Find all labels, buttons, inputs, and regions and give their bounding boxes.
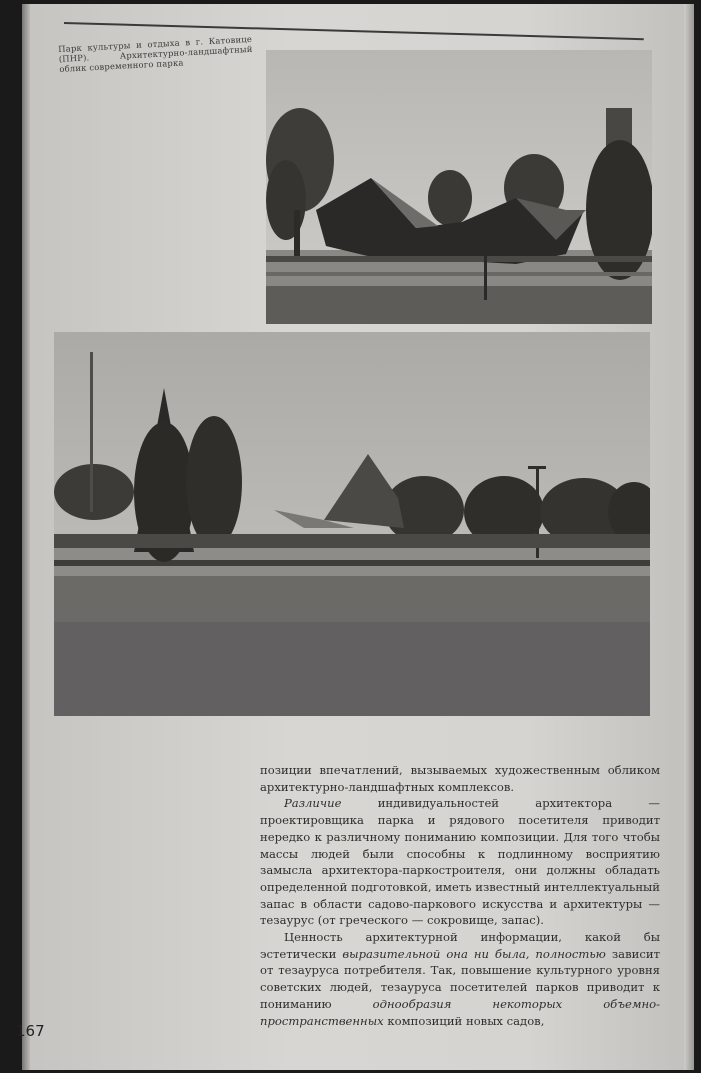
book-page bbox=[22, 4, 694, 1070]
paragraph-3-text-b: зависит от тезауруса потребителя. Так, повышение культурного уровня советских людей, тезауруса посетителей парков приводит к пониманию bbox=[260, 946, 660, 1011]
paragraph-3 bbox=[260, 929, 660, 1029]
top-rule bbox=[64, 22, 644, 40]
paragraph-2-text: индивидуальностей архитектора — проектировщика парка и рядового посетителя приводит нередко к различному пониманию композиции. Для того чтобы массы людей были способны к подлинному восприятию замысла архитектора-паркостроителя, они должны обладать определенной подготовкой, иметь известный интеллектуальный запас в области садово-паркового искусства и архитектуры — тезаурус (от греческого — сокровище, запас). bbox=[260, 796, 661, 928]
page-right-edge bbox=[684, 4, 694, 1070]
park-pavilion-photo bbox=[266, 50, 652, 324]
park-landscape-photo bbox=[54, 332, 650, 716]
paragraph-3-text-c: композиций новых садов, bbox=[383, 1013, 545, 1028]
paragraph-2 bbox=[260, 795, 660, 929]
paragraph-3-italic-a: выразительной она ни была, полностью bbox=[342, 946, 606, 961]
page-left-edge bbox=[22, 4, 30, 1070]
body-text bbox=[260, 762, 660, 1029]
paragraph-1 bbox=[260, 762, 660, 795]
landscape-photo-image bbox=[54, 332, 650, 716]
paragraph-3-italic-b: однообразия некоторых объемно-пространственных bbox=[260, 996, 660, 1028]
photo-caption: Парк культуры и отдыха в г. Катовице (ПНР). Архитектурно-ландшафтный облик современного парка bbox=[58, 33, 253, 74]
page-number: 167 bbox=[16, 1022, 45, 1040]
paragraph-1-text: позиции впечатлений, вызываемых художественным обликом архитектурно-ландшафтных комплексов. bbox=[260, 763, 660, 794]
paragraph-3-text-a: Ценность архитектурной информации, какой бы эстетически bbox=[260, 930, 660, 961]
pavilion-photo-image bbox=[266, 50, 652, 324]
paragraph-2-italic: Различие bbox=[284, 796, 342, 811]
